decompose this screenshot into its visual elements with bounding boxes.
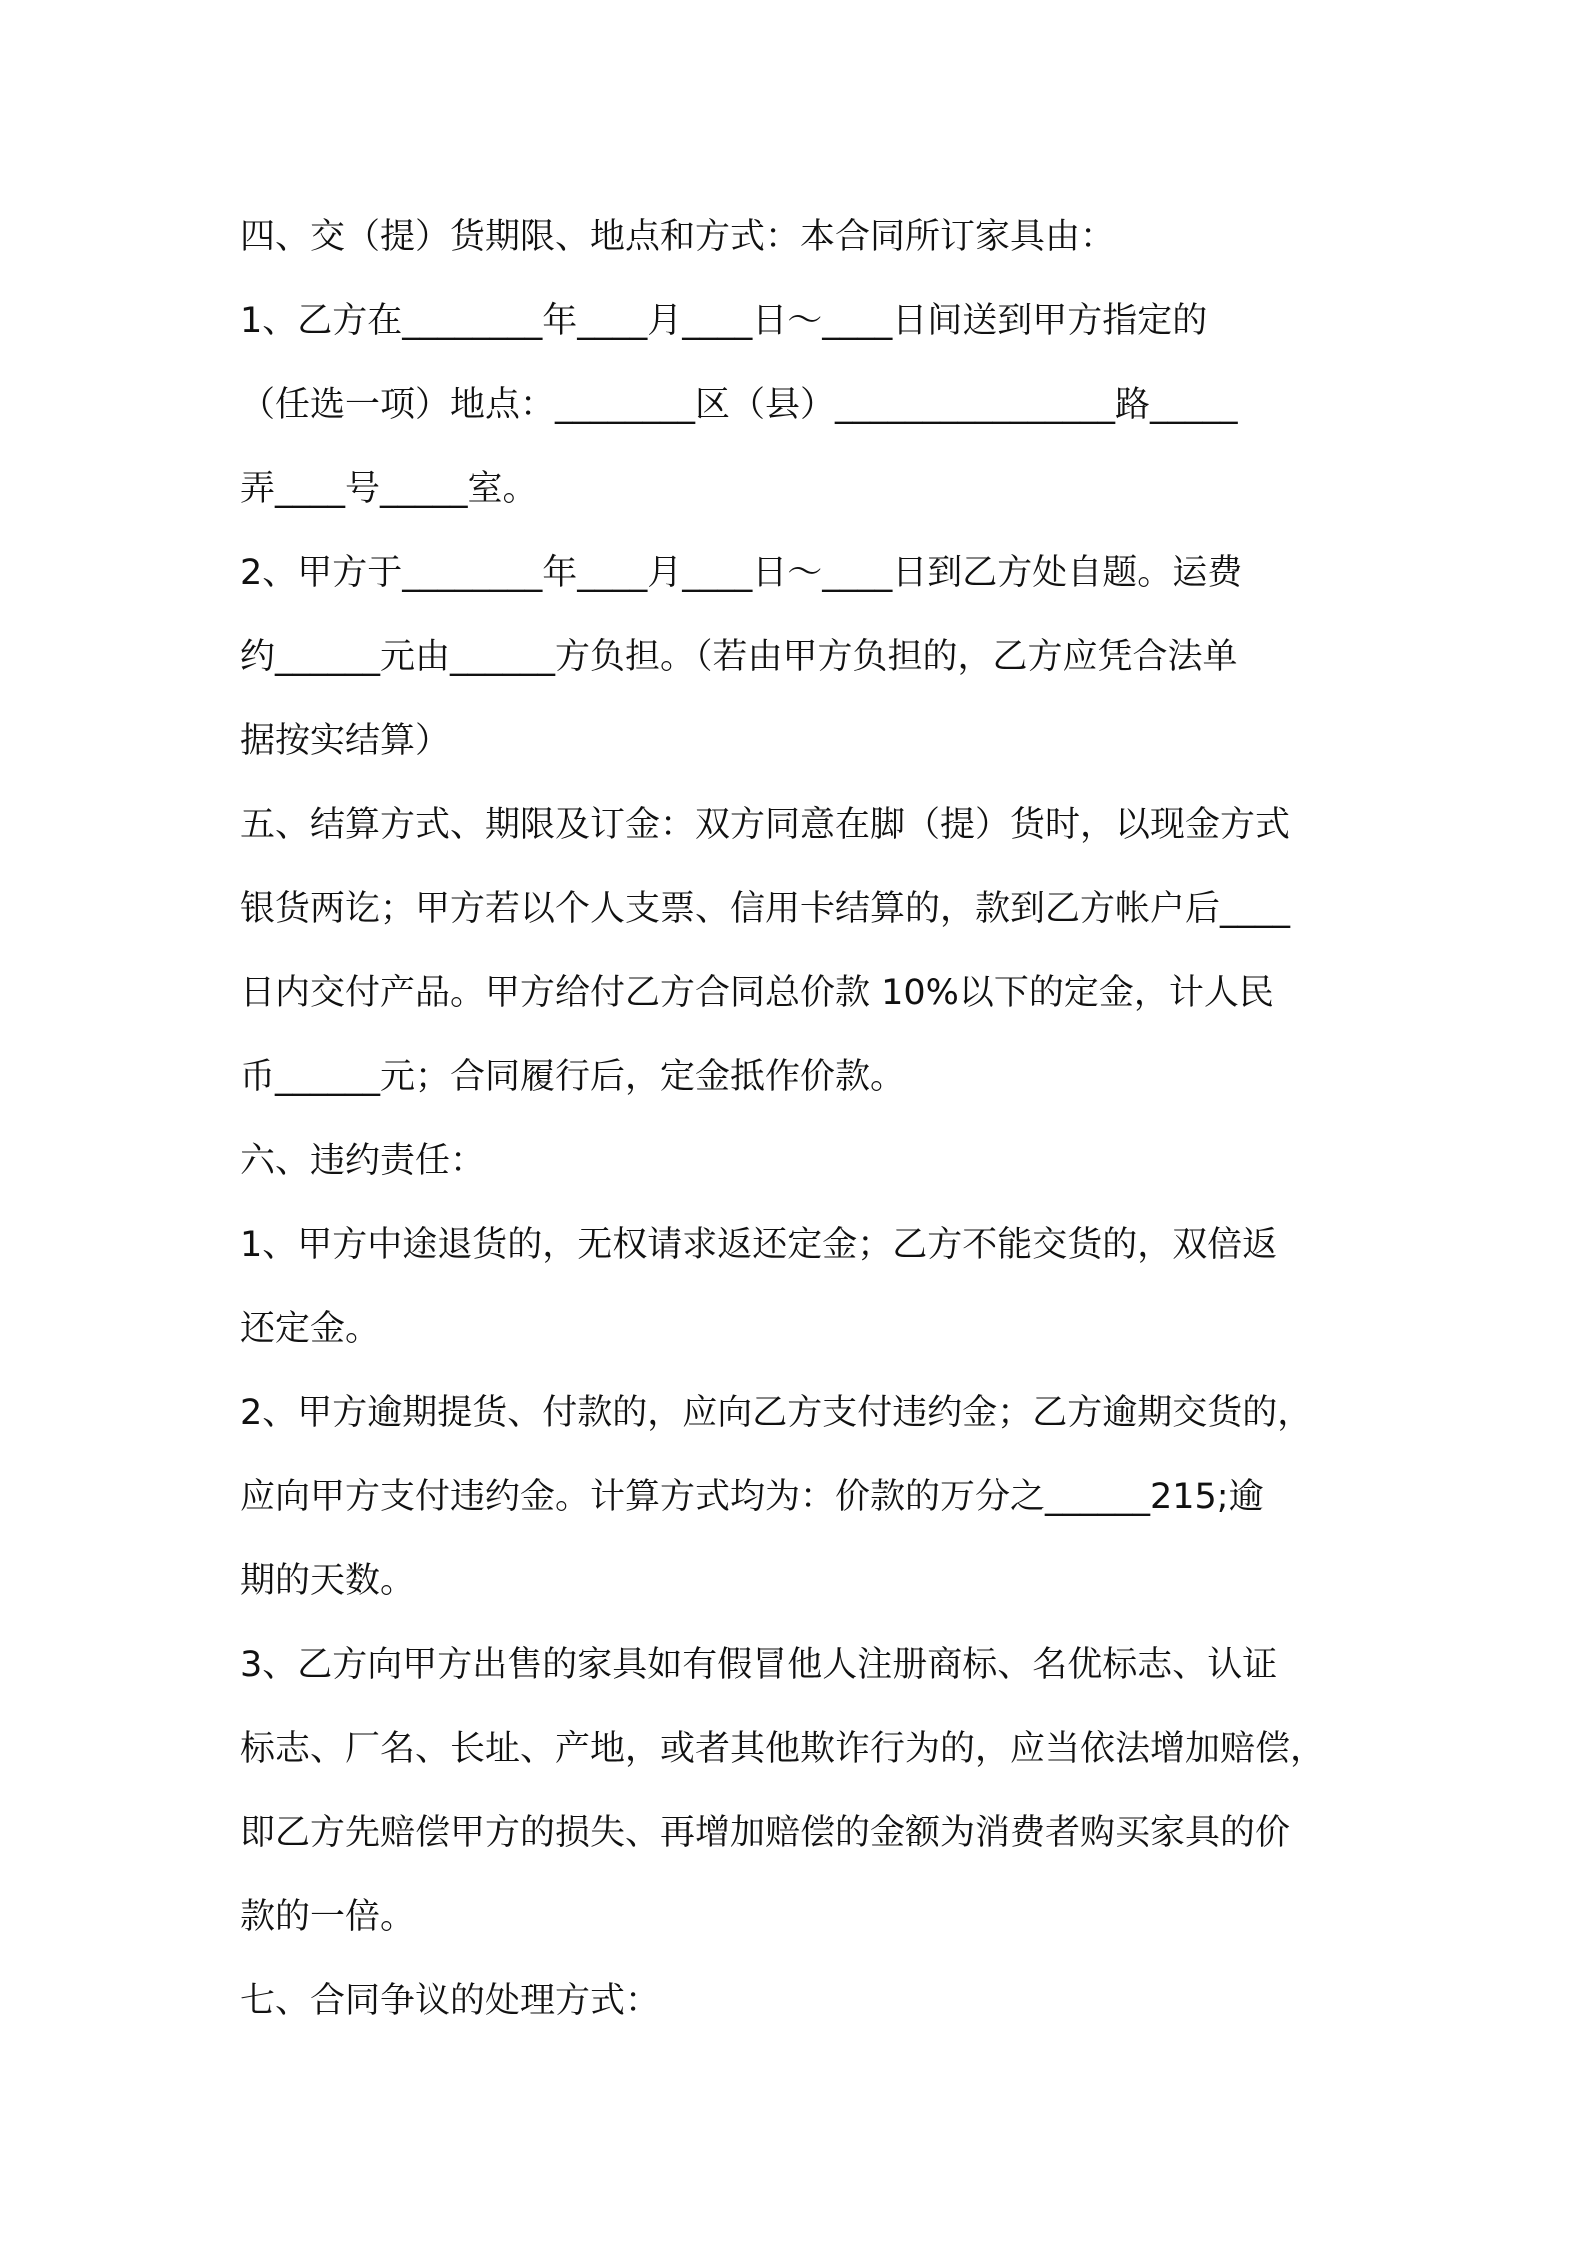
settlement-line-2: 银货两讫；甲方若以个人支票、信用卡结算的，款到乙方帐户后____ — [240, 889, 1291, 929]
contract-body — [240, 195, 1360, 2043]
liability-clause-3-line-4: 款的一倍。 — [240, 1897, 416, 1937]
liability-clause-2-line-2: 应向甲方支付违约金。计算方式均为：价款的万分之______215;逾 — [240, 1477, 1264, 1517]
settlement-line-3: 日内交付产品。甲方给付乙方合同总价款 10%以下的定金，计人民 — [240, 973, 1274, 1013]
liability-clause-3-line-3: 即乙方先赔偿甲方的损失、再增加赔偿的金额为消费者购买家具的价 — [240, 1813, 1291, 1853]
section-heading-liability: 六、违约责任： — [240, 1141, 486, 1181]
liability-clause-3-line-1: 3、乙方向甲方出售的家具如有假冒他人注册商标、名优标志、认证 — [240, 1645, 1278, 1685]
clause-1-delivery-line-2: （任选一项）地点：________区（县）________________路_____ — [240, 385, 1238, 425]
clause-2-pickup-line-2: 约______元由______方负担。（若由甲方负担的，乙方应凭合法单 — [240, 637, 1238, 677]
clause-1-delivery-line-1: 1、乙方在________年____月____日～____日间送到甲方指定的 — [240, 301, 1208, 341]
clause-1-delivery-line-3: 弄____号_____室。 — [240, 469, 538, 509]
section-heading-settlement: 五、结算方式、期限及订金：双方同意在脚（提）货时，以现金方式 — [240, 805, 1291, 845]
section-heading-dispute: 七、合同争议的处理方式： — [240, 1981, 661, 2021]
liability-clause-2-line-1: 2、甲方逾期提货、付款的，应向乙方支付违约金；乙方逾期交货的， — [240, 1393, 1313, 1433]
section-heading-delivery: 四、交（提）货期限、地点和方式：本合同所订家具由： — [240, 217, 1116, 257]
liability-clause-2-line-3: 期的天数。 — [240, 1561, 416, 1601]
clause-2-pickup-line-3: 据按实结算） — [240, 721, 451, 761]
liability-clause-3-line-2: 标志、厂名、长址、产地，或者其他欺诈行为的，应当依法增加赔偿， — [240, 1729, 1326, 1769]
liability-clause-1-line-2: 还定金。 — [240, 1309, 381, 1349]
liability-clause-1-line-1: 1、甲方中途退货的，无权请求返还定金；乙方不能交货的，双倍返 — [240, 1225, 1278, 1265]
settlement-line-4: 币______元；合同履行后，定金抵作价款。 — [240, 1057, 906, 1097]
clause-2-pickup-line-1: 2、甲方于________年____月____日～____日到乙方处自题。运费 — [240, 553, 1243, 593]
